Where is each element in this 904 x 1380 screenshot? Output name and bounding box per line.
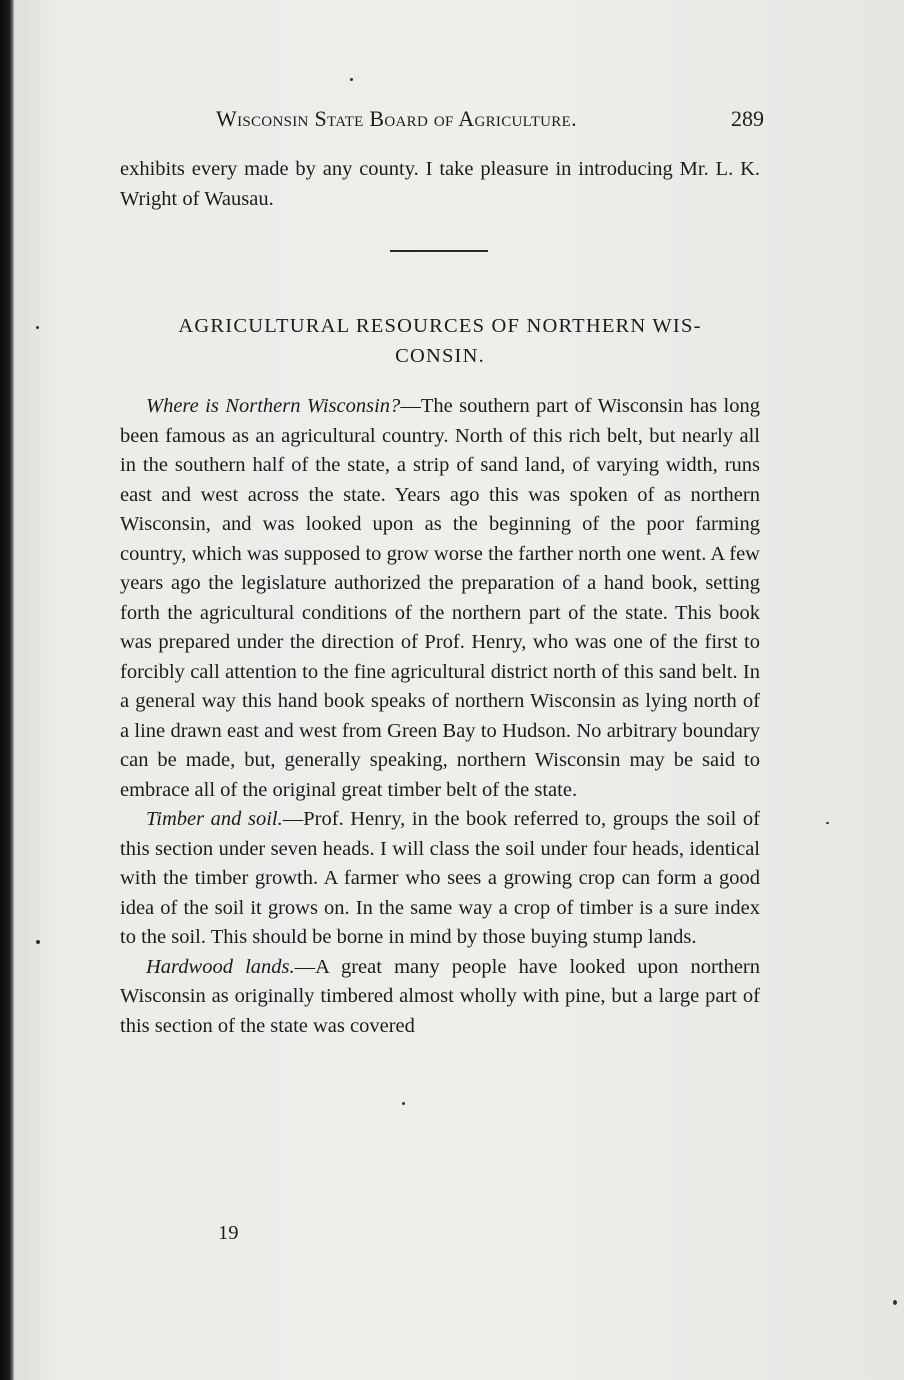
- running-title: Wisconsin State Board of Agriculture.: [216, 106, 577, 131]
- scan-speck: [826, 822, 829, 824]
- section-heading-line-2: CONSIN.: [395, 344, 485, 367]
- paragraph-lead: Where is Northern Wisconsin?: [146, 395, 401, 417]
- paragraph-text: —The southern part of Wisconsin has long been famous as an agricultural country. North of this rich belt, but nearly all in the southern half of the state, a strip of sand land, of varying width, runs east and west across the state. Years ago this was spoken of as northern Wisconsin, and was looked upon as the beginning of the poor farming country, which was supposed to grow worse the farther north one went. A few years ago the legislature authorized the preparation of a hand book, setting forth the agricultural conditions of the northern part of the state. This book was prepared under the direction of Prof. Henry, who was one of the first to forcibly call attention to the fine agricultural district north of this sand belt. In a general way this hand book speaks of northern Wisconsin as lying north of a line drawn east and west from Green Bay to Hudson. No arbitrary boundary can be made, but, generally speaking, northern Wisconsin may be said to embrace all of the original great timber belt of the state.: [120, 395, 761, 801]
- scan-speck: [350, 78, 353, 81]
- paragraph-timber-and-soil: [120, 805, 760, 953]
- paragraph-northern-wisconsin: [120, 392, 760, 805]
- page-binding-edge: [0, 0, 14, 1380]
- signature-mark: 19: [218, 1222, 239, 1244]
- section-body: [120, 392, 760, 1041]
- paragraph-lead: Hardwood lands.: [146, 955, 295, 978]
- paragraph-lead: Timber and soil.: [146, 808, 283, 830]
- scan-speck: [402, 1102, 405, 1105]
- scan-speck: [36, 326, 39, 329]
- paragraph-text: —Prof. Henry, in the book referred to, groups the soil of this section under seven heads. I will class the soil under four heads, identical with the timber growth. A farmer who sees a growing crop can form a good idea of the soil it grows on. In the same way a crop of timber is a sure index to the soil. This should be borne in mind by those buying stump lands.: [120, 808, 760, 948]
- scan-speck: [36, 940, 40, 944]
- paragraph-hardwood-lands: [120, 953, 760, 1042]
- scan-speck: [893, 1300, 897, 1305]
- page-number: 289: [731, 106, 764, 131]
- running-head: [120, 106, 764, 136]
- section-divider: [390, 250, 488, 252]
- paragraph-text: —A great many people have looked upon northern Wisconsin as originally timbered almost wholly with pine, but a large part of this section of the state was covered: [120, 955, 760, 1037]
- section-heading: [110, 312, 770, 371]
- intro-paragraph: exhibits every made by any county. I take pleasure in introducing Mr. L. K. Wright of Wausau.: [120, 158, 760, 210]
- section-heading-line-1: AGRICULTURAL RESOURCES OF NORTHERN WIS-: [178, 315, 702, 337]
